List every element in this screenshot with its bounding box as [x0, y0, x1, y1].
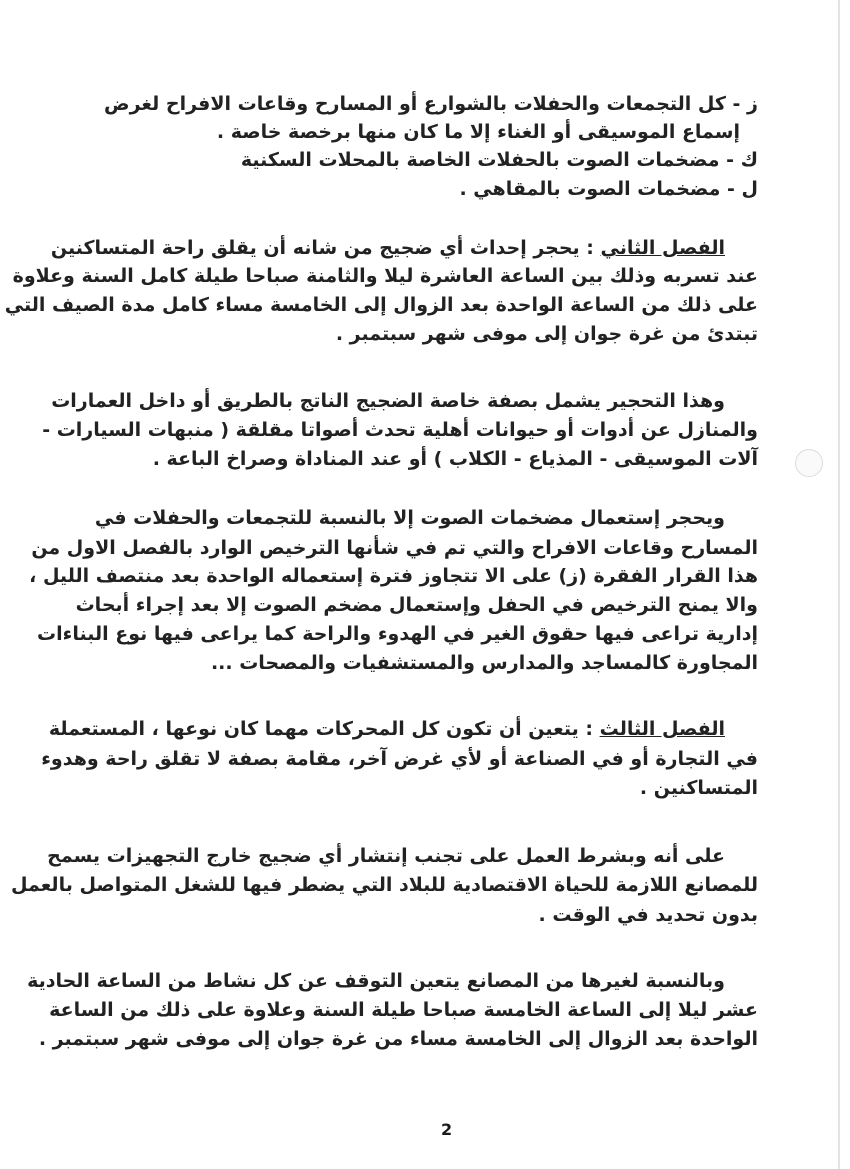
paragraph-6-line-1: على أنه وبشرط العمل على تجنب إنتشار أي ضجيج خارج التجهيزات يسمح [47, 845, 725, 867]
item-k: ك - مضخمات الصوت بالحفلات الخاصة بالمحلات السكنية [240, 149, 758, 171]
paragraph-6-line-3: بدون تحديد في الوقت . [538, 904, 758, 926]
section-3-first-line [48, 716, 725, 742]
paragraph-7-line-3: الواحدة بعد الزوال إلى الخامسة مساء من غرة جوان إلى موفى شهر سبتمبر . [38, 1028, 758, 1050]
page-edge [838, 0, 840, 1169]
punch-hole [795, 449, 823, 477]
section-2-first-line [50, 235, 725, 261]
section-3-line-2: في التجارة أو في الصناعة أو لأي غرض آخر، مقامة بصفة لا تقلق راحة وهدوء [41, 748, 758, 770]
item-z: ز - كل التجمعات والحفلات بالشوارع أو المسارح وقاعات الافراح لغرض [104, 93, 758, 115]
paragraph-4-line-4: والا يمنح الترخيص في الحفل وإستعمال مضخم الصوت إلا بعد إجراء أبحاث [75, 594, 758, 616]
section-3-heading: الفصل الثالث [599, 718, 725, 740]
paragraph-4-line-3: هذا القرار الفقرة (ز) على الا تتجاوز فترة إستعماله الواحدة بعد منتصف الليل ، [29, 565, 758, 587]
section-3-line-3: المتساكنين . [639, 777, 758, 799]
paragraph-4-line-2: المسارح وقاعات الافراح والتي تم في شأنها الترخيص الوارد بالفصل الاول من [31, 537, 758, 559]
paragraph-4-line-5: إدارية تراعى فيها حقوق الغير في الهدوء والراحة كما يراعى فيها نوع البناءات [37, 623, 758, 645]
section-2-text: : يحجر إحداث أي ضجيج من شانه أن يقلق راحة المتساكنين [50, 237, 601, 259]
paragraph-4-line-1: ويحجر إستعمال مضخمات الصوت إلا بالنسبة للتجمعات والحفلات في [94, 507, 725, 529]
paragraph-7-line-2: عشر ليلا إلى الساعة الخامسة صباحا طيلة السنة وعلاوة على ذلك من الساعة [49, 999, 758, 1021]
section-2-heading: الفصل الثاني [600, 237, 725, 259]
section-2-line-2: عند تسربه وذلك بين الساعة العاشرة ليلا والثامنة صباحا طيلة كامل السنة وعلاوة [12, 265, 758, 287]
paragraph-6-line-2: للمصانع اللازمة للحياة الاقتصادية للبلاد التي يضطر فيها للشغل المتواصل بالعمل [11, 874, 758, 896]
page-number: 2 [441, 1120, 453, 1139]
paragraph-4-line-6: المجاورة كالمساجد والمدارس والمستشفيات والمصحات ... [210, 652, 758, 674]
paragraph-3-line-3: آلات الموسيقى - المذياع - الكلاب ) أو عند المناداة وصراخ الباعة . [152, 448, 758, 470]
item-z-continuation: إسماع الموسيقى أو الغناء إلا ما كان منها برخصة خاصة . [216, 121, 740, 143]
section-3-text: : يتعين أن تكون كل المحركات مهما كان نوعها ، المستعملة [48, 718, 600, 740]
section-2-line-3: على ذلك من الساعة الواحدة بعد الزوال إلى الخامسة مساء كامل مدة الصيف التي [4, 294, 758, 316]
item-l: ل - مضخمات الصوت بالمقاهي . [459, 178, 758, 200]
paragraph-3-line-1: وهذا التحجير يشمل بصفة خاصة الضجيج الناتج بالطريق أو داخل العمارات [51, 390, 725, 412]
paragraph-7-line-1: وبالنسبة لغيرها من المصانع يتعين التوقف عن كل نشاط من الساعة الحادية [27, 970, 725, 992]
section-2-line-4: تبتدئ من غرة جوان إلى موفى شهر سبتمبر . [335, 323, 758, 345]
paragraph-3-line-2: والمنازل عن أدوات أو حيوانات أهلية تحدث أصواتا مقلقة ( منبهات السيارات - [42, 419, 758, 441]
